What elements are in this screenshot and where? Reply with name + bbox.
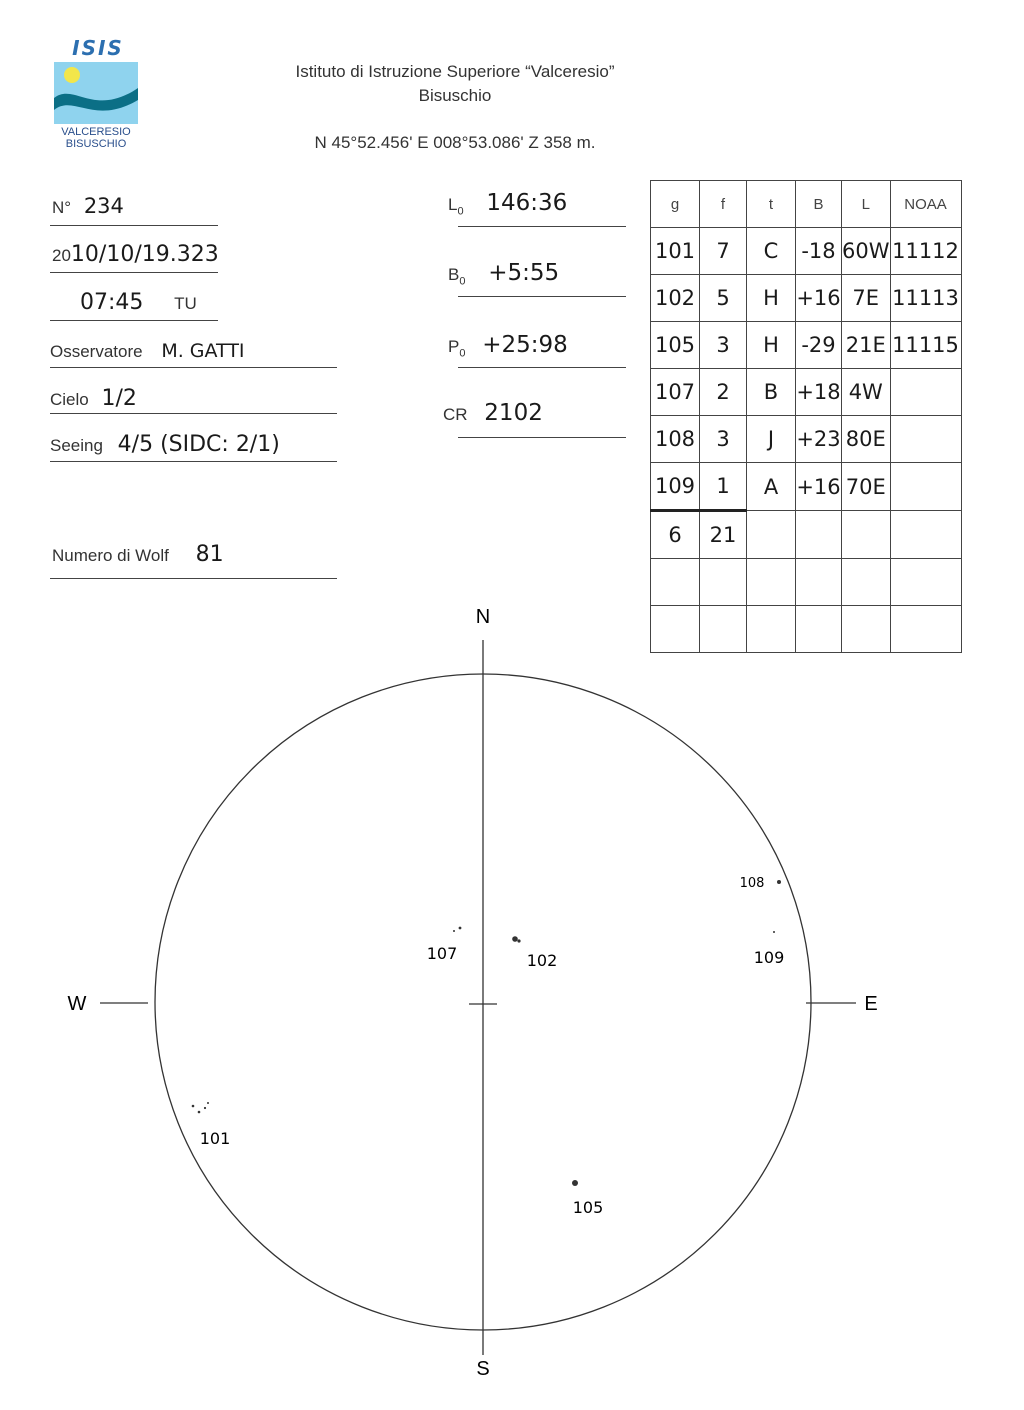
cell-latitude: +18 (796, 369, 842, 416)
logo-wordmark: ISIS (72, 36, 124, 60)
observer-label: Osservatore (50, 342, 143, 361)
west-label: W (67, 993, 87, 1015)
cell-noaa: 11113 (890, 275, 961, 322)
cell-spots: 2 (700, 369, 747, 416)
header-g: g (651, 181, 700, 228)
cell-noaa (890, 416, 961, 463)
total-empty-cell (890, 511, 961, 559)
cell-noaa (890, 369, 961, 416)
seeing-rule (50, 461, 337, 462)
sky-field (50, 386, 137, 411)
institute-name: Istituto di Istruzione Superiore “Valceresio” (295, 62, 615, 81)
group-label-107: 107 (426, 944, 458, 963)
spot-102 (512, 936, 518, 942)
cell-spots: 7 (700, 228, 747, 275)
cell-longitude: 60W (842, 228, 891, 275)
cell-latitude: +23 (796, 416, 842, 463)
total-empty-cell (796, 511, 842, 559)
total-empty-cell (747, 511, 796, 559)
sunspot-marks (192, 880, 781, 1186)
cr-field (443, 400, 543, 426)
table-row (651, 275, 962, 322)
institute-town: Bisuschio (418, 86, 492, 105)
cell-type: B (747, 369, 796, 416)
spot-105 (572, 1180, 578, 1186)
time-value: 07:45 (80, 290, 144, 315)
cr-label: CR (443, 405, 468, 424)
l0-value: 146:36 (486, 190, 568, 216)
spot-101b (198, 1111, 201, 1114)
observer-field (50, 340, 245, 362)
group-label-101: 101 (199, 1129, 231, 1148)
cell-group: 109 (651, 463, 700, 511)
group-label-102: 102 (526, 951, 558, 970)
logo-subtitle (48, 126, 144, 150)
total-spots: 21 (700, 511, 747, 559)
table-row (651, 369, 962, 416)
seeing-label: Seeing (50, 436, 103, 455)
cell-longitude: 7E (842, 275, 891, 322)
spot-107 (459, 927, 462, 930)
cell-type: C (747, 228, 796, 275)
spot-108 (777, 880, 781, 884)
cell-group: 102 (651, 275, 700, 322)
header-t: t (747, 181, 796, 228)
cell-longitude: 70E (842, 463, 891, 511)
cell-spots: 1 (700, 463, 747, 511)
cr-rule (458, 437, 626, 438)
wolf-label: Numero di Wolf (52, 546, 169, 565)
cell-latitude: -18 (796, 228, 842, 275)
cell-noaa (890, 463, 961, 511)
header-b: B (796, 181, 842, 228)
cell-noaa: 11112 (890, 228, 961, 275)
total-groups: 6 (651, 511, 700, 559)
date-field (52, 242, 219, 267)
table-row (651, 228, 962, 275)
header-noaa: NOAA (890, 181, 961, 228)
cell-latitude: -29 (796, 322, 842, 369)
table-header-row (651, 181, 962, 228)
date-value: 10/10/19.323 (70, 242, 219, 267)
institute-header (230, 60, 680, 108)
wolf-value: 81 (195, 542, 224, 567)
b0-field (448, 260, 559, 287)
solar-disk-drawing (0, 590, 1024, 1390)
b0-label: B (448, 265, 460, 284)
spot-101d (207, 1102, 209, 1104)
header-f: f (700, 181, 747, 228)
cell-type: J (747, 416, 796, 463)
spot-101a (192, 1105, 195, 1108)
sunspot-table (650, 180, 962, 653)
cell-spots: 3 (700, 416, 747, 463)
south-label: S (476, 1358, 490, 1380)
table-row (651, 416, 962, 463)
observer-rule (50, 367, 337, 368)
east-label: E (864, 993, 878, 1015)
group-label-109: 109 (753, 948, 785, 967)
cell-group: 101 (651, 228, 700, 275)
cell-longitude: 4W (842, 369, 891, 416)
logo-sub-line2: BISUSCHIO (65, 138, 127, 150)
logo-emblem (54, 62, 138, 124)
table-row (651, 322, 962, 369)
sky-label: Cielo (50, 390, 89, 409)
wolf-field (52, 542, 224, 567)
time-rule (50, 320, 218, 321)
seeing-value: 4/5 (SIDC: 2/1) (117, 432, 280, 457)
cell-type: H (747, 322, 796, 369)
spot-101c (204, 1107, 206, 1109)
time-unit: TU (174, 294, 197, 313)
number-field (52, 194, 124, 218)
cell-longitude: 80E (842, 416, 891, 463)
l0-label: L (448, 195, 458, 214)
spot-109 (773, 931, 775, 933)
cell-noaa: 11115 (890, 322, 961, 369)
sunspot-table-body (651, 181, 962, 653)
spot-102b (517, 939, 520, 942)
p0-value: +25:98 (482, 332, 568, 358)
date-prefix: 20 (52, 246, 71, 265)
group-label-108: 108 (739, 876, 765, 891)
l0-field (448, 190, 567, 217)
total-empty-cell (842, 511, 891, 559)
sky-rule (50, 413, 337, 414)
cell-group: 108 (651, 416, 700, 463)
p0-label: P (448, 337, 460, 356)
b0-subscript: 0 (459, 275, 466, 288)
number-value: 234 (83, 194, 124, 218)
site-coordinates: N 45°52.456' E 008°53.086' Z 358 m. (314, 133, 596, 152)
cr-value: 2102 (484, 400, 543, 426)
cell-spots: 3 (700, 322, 747, 369)
cell-latitude: +16 (796, 275, 842, 322)
number-rule (50, 225, 218, 226)
logo-wave-icon (54, 62, 138, 124)
cell-spots: 5 (700, 275, 747, 322)
seeing-field (50, 432, 280, 457)
cell-latitude: +16 (796, 463, 842, 511)
table-row (651, 463, 962, 511)
l0-rule (458, 226, 626, 227)
cell-type: H (747, 275, 796, 322)
cell-longitude: 21E (842, 322, 891, 369)
cell-type: A (747, 463, 796, 511)
observer-value: M. GATTI (161, 340, 245, 362)
cell-group: 105 (651, 322, 700, 369)
p0-rule (458, 367, 626, 368)
time-field (80, 290, 197, 315)
totals-row (651, 511, 962, 559)
cell-group: 107 (651, 369, 700, 416)
logo-sub-line1: VALCERESIO (61, 126, 131, 138)
l0-subscript: 0 (457, 205, 464, 218)
north-label: N (475, 606, 491, 628)
number-label: N° (52, 198, 72, 217)
header-l: L (842, 181, 891, 228)
group-label-105: 105 (572, 1198, 604, 1217)
b0-value: +5:55 (488, 260, 560, 286)
b0-rule (458, 296, 626, 297)
date-rule (50, 272, 218, 273)
p0-subscript: 0 (459, 347, 466, 360)
sky-value: 1/2 (101, 386, 137, 411)
spot-107b (453, 930, 455, 932)
wolf-rule (50, 578, 337, 579)
p0-field (448, 332, 568, 359)
